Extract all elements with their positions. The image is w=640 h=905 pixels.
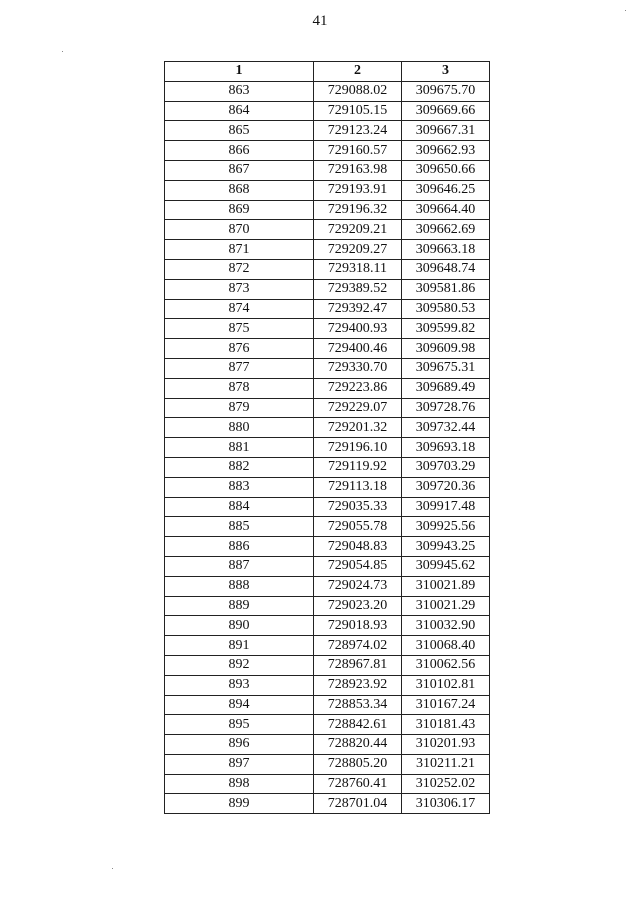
point-number-cell: 879 (165, 398, 314, 418)
table-body (165, 81, 490, 813)
x-coordinate-cell: 729193.91 (314, 180, 402, 200)
table-header-row (165, 62, 490, 82)
y-coordinate-cell: 309675.31 (402, 358, 490, 378)
y-coordinate-cell: 310167.24 (402, 695, 490, 715)
y-coordinate-cell: 310021.29 (402, 596, 490, 616)
point-number-cell: 884 (165, 497, 314, 517)
point-number-cell: 899 (165, 794, 314, 814)
y-coordinate-cell: 309662.69 (402, 220, 490, 240)
x-coordinate-cell: 729318.11 (314, 259, 402, 279)
table-row (165, 220, 490, 240)
point-number-cell: 863 (165, 81, 314, 101)
y-coordinate-cell: 309599.82 (402, 319, 490, 339)
table-row (165, 655, 490, 675)
x-coordinate-cell: 728805.20 (314, 754, 402, 774)
header-col-1: 1 (165, 62, 314, 82)
table-row (165, 715, 490, 735)
x-coordinate-cell: 729023.20 (314, 596, 402, 616)
point-number-cell: 875 (165, 319, 314, 339)
table-row (165, 180, 490, 200)
table-row (165, 576, 490, 596)
x-coordinate-cell: 729123.24 (314, 121, 402, 141)
point-number-cell: 878 (165, 378, 314, 398)
y-coordinate-cell: 309664.40 (402, 200, 490, 220)
point-number-cell: 890 (165, 616, 314, 636)
point-number-cell: 894 (165, 695, 314, 715)
y-coordinate-cell: 310062.56 (402, 655, 490, 675)
header-col-2: 2 (314, 62, 402, 82)
point-number-cell: 866 (165, 141, 314, 161)
y-coordinate-cell: 309663.18 (402, 240, 490, 260)
point-number-cell: 864 (165, 101, 314, 121)
scan-speck (625, 10, 626, 11)
x-coordinate-cell: 729392.47 (314, 299, 402, 319)
y-coordinate-cell: 310102.81 (402, 675, 490, 695)
point-number-cell: 891 (165, 636, 314, 656)
point-number-cell: 867 (165, 160, 314, 180)
point-number-cell: 877 (165, 358, 314, 378)
table-row (165, 695, 490, 715)
table-row (165, 259, 490, 279)
point-number-cell: 896 (165, 735, 314, 755)
x-coordinate-cell: 729163.98 (314, 160, 402, 180)
scan-speck (62, 51, 63, 52)
y-coordinate-cell: 309648.74 (402, 259, 490, 279)
x-coordinate-cell: 729048.83 (314, 537, 402, 557)
table-row (165, 141, 490, 161)
y-coordinate-cell: 309732.44 (402, 418, 490, 438)
point-number-cell: 882 (165, 457, 314, 477)
y-coordinate-cell: 310201.93 (402, 735, 490, 755)
x-coordinate-cell: 729196.32 (314, 200, 402, 220)
table-row (165, 240, 490, 260)
point-number-cell: 872 (165, 259, 314, 279)
x-coordinate-cell: 729229.07 (314, 398, 402, 418)
table-row (165, 418, 490, 438)
x-coordinate-cell: 729209.27 (314, 240, 402, 260)
table-row (165, 279, 490, 299)
scan-speck (112, 868, 113, 869)
y-coordinate-cell: 309669.66 (402, 101, 490, 121)
table-row (165, 438, 490, 458)
point-number-cell: 874 (165, 299, 314, 319)
x-coordinate-cell: 729330.70 (314, 358, 402, 378)
table-row (165, 81, 490, 101)
x-coordinate-cell: 728967.81 (314, 655, 402, 675)
y-coordinate-cell: 310252.02 (402, 774, 490, 794)
x-coordinate-cell: 729400.46 (314, 339, 402, 359)
point-number-cell: 897 (165, 754, 314, 774)
table-row (165, 616, 490, 636)
point-number-cell: 873 (165, 279, 314, 299)
x-coordinate-cell: 729201.32 (314, 418, 402, 438)
table-row (165, 457, 490, 477)
table-row (165, 378, 490, 398)
point-number-cell: 876 (165, 339, 314, 359)
table-row (165, 596, 490, 616)
x-coordinate-cell: 728701.04 (314, 794, 402, 814)
y-coordinate-cell: 309609.98 (402, 339, 490, 359)
x-coordinate-cell: 728760.41 (314, 774, 402, 794)
x-coordinate-cell: 729054.85 (314, 556, 402, 576)
y-coordinate-cell: 309945.62 (402, 556, 490, 576)
point-number-cell: 880 (165, 418, 314, 438)
x-coordinate-cell: 728974.02 (314, 636, 402, 656)
point-number-cell: 889 (165, 596, 314, 616)
x-coordinate-cell: 729018.93 (314, 616, 402, 636)
x-coordinate-cell: 729223.86 (314, 378, 402, 398)
point-number-cell: 865 (165, 121, 314, 141)
table-row (165, 160, 490, 180)
y-coordinate-cell: 310021.89 (402, 576, 490, 596)
y-coordinate-cell: 309917.48 (402, 497, 490, 517)
y-coordinate-cell: 309925.56 (402, 517, 490, 537)
header-col-3: 3 (402, 62, 490, 82)
table-row (165, 477, 490, 497)
x-coordinate-cell: 728853.34 (314, 695, 402, 715)
y-coordinate-cell: 309650.66 (402, 160, 490, 180)
table-row (165, 517, 490, 537)
table-row (165, 200, 490, 220)
y-coordinate-cell: 309728.76 (402, 398, 490, 418)
table-row (165, 121, 490, 141)
table-row (165, 398, 490, 418)
y-coordinate-cell: 310181.43 (402, 715, 490, 735)
y-coordinate-cell: 309646.25 (402, 180, 490, 200)
x-coordinate-cell: 729209.21 (314, 220, 402, 240)
point-number-cell: 871 (165, 240, 314, 260)
y-coordinate-cell: 310032.90 (402, 616, 490, 636)
x-coordinate-cell: 729024.73 (314, 576, 402, 596)
point-number-cell: 885 (165, 517, 314, 537)
table-row (165, 497, 490, 517)
y-coordinate-cell: 310068.40 (402, 636, 490, 656)
point-number-cell: 898 (165, 774, 314, 794)
y-coordinate-cell: 309662.93 (402, 141, 490, 161)
x-coordinate-cell: 729196.10 (314, 438, 402, 458)
x-coordinate-cell: 729160.57 (314, 141, 402, 161)
x-coordinate-cell: 729400.93 (314, 319, 402, 339)
table-row (165, 754, 490, 774)
x-coordinate-cell: 729105.15 (314, 101, 402, 121)
table-row (165, 358, 490, 378)
table-row (165, 735, 490, 755)
x-coordinate-cell: 729389.52 (314, 279, 402, 299)
x-coordinate-cell: 729035.33 (314, 497, 402, 517)
point-number-cell: 887 (165, 556, 314, 576)
x-coordinate-cell: 728923.92 (314, 675, 402, 695)
x-coordinate-cell: 729113.18 (314, 477, 402, 497)
x-coordinate-cell: 729088.02 (314, 81, 402, 101)
x-coordinate-cell: 729055.78 (314, 517, 402, 537)
y-coordinate-cell: 309667.31 (402, 121, 490, 141)
point-number-cell: 888 (165, 576, 314, 596)
table-row (165, 636, 490, 656)
y-coordinate-cell: 309693.18 (402, 438, 490, 458)
point-number-cell: 895 (165, 715, 314, 735)
table-row (165, 794, 490, 814)
y-coordinate-cell: 309689.49 (402, 378, 490, 398)
point-number-cell: 886 (165, 537, 314, 557)
y-coordinate-cell: 309720.36 (402, 477, 490, 497)
point-number-cell: 868 (165, 180, 314, 200)
table-row (165, 101, 490, 121)
table-row (165, 339, 490, 359)
x-coordinate-cell: 729119.92 (314, 457, 402, 477)
table-row (165, 675, 490, 695)
point-number-cell: 870 (165, 220, 314, 240)
page-number: 41 (312, 13, 328, 29)
y-coordinate-cell: 310211.21 (402, 754, 490, 774)
table-row (165, 774, 490, 794)
y-coordinate-cell: 309580.53 (402, 299, 490, 319)
y-coordinate-cell: 309581.86 (402, 279, 490, 299)
table-row (165, 556, 490, 576)
point-number-cell: 883 (165, 477, 314, 497)
table-row (165, 319, 490, 339)
point-number-cell: 881 (165, 438, 314, 458)
x-coordinate-cell: 728842.61 (314, 715, 402, 735)
table-row (165, 537, 490, 557)
coordinates-table (164, 61, 490, 814)
point-number-cell: 869 (165, 200, 314, 220)
point-number-cell: 893 (165, 675, 314, 695)
x-coordinate-cell: 728820.44 (314, 735, 402, 755)
y-coordinate-cell: 309703.29 (402, 457, 490, 477)
y-coordinate-cell: 309943.25 (402, 537, 490, 557)
y-coordinate-cell: 309675.70 (402, 81, 490, 101)
y-coordinate-cell: 310306.17 (402, 794, 490, 814)
table-row (165, 299, 490, 319)
point-number-cell: 892 (165, 655, 314, 675)
